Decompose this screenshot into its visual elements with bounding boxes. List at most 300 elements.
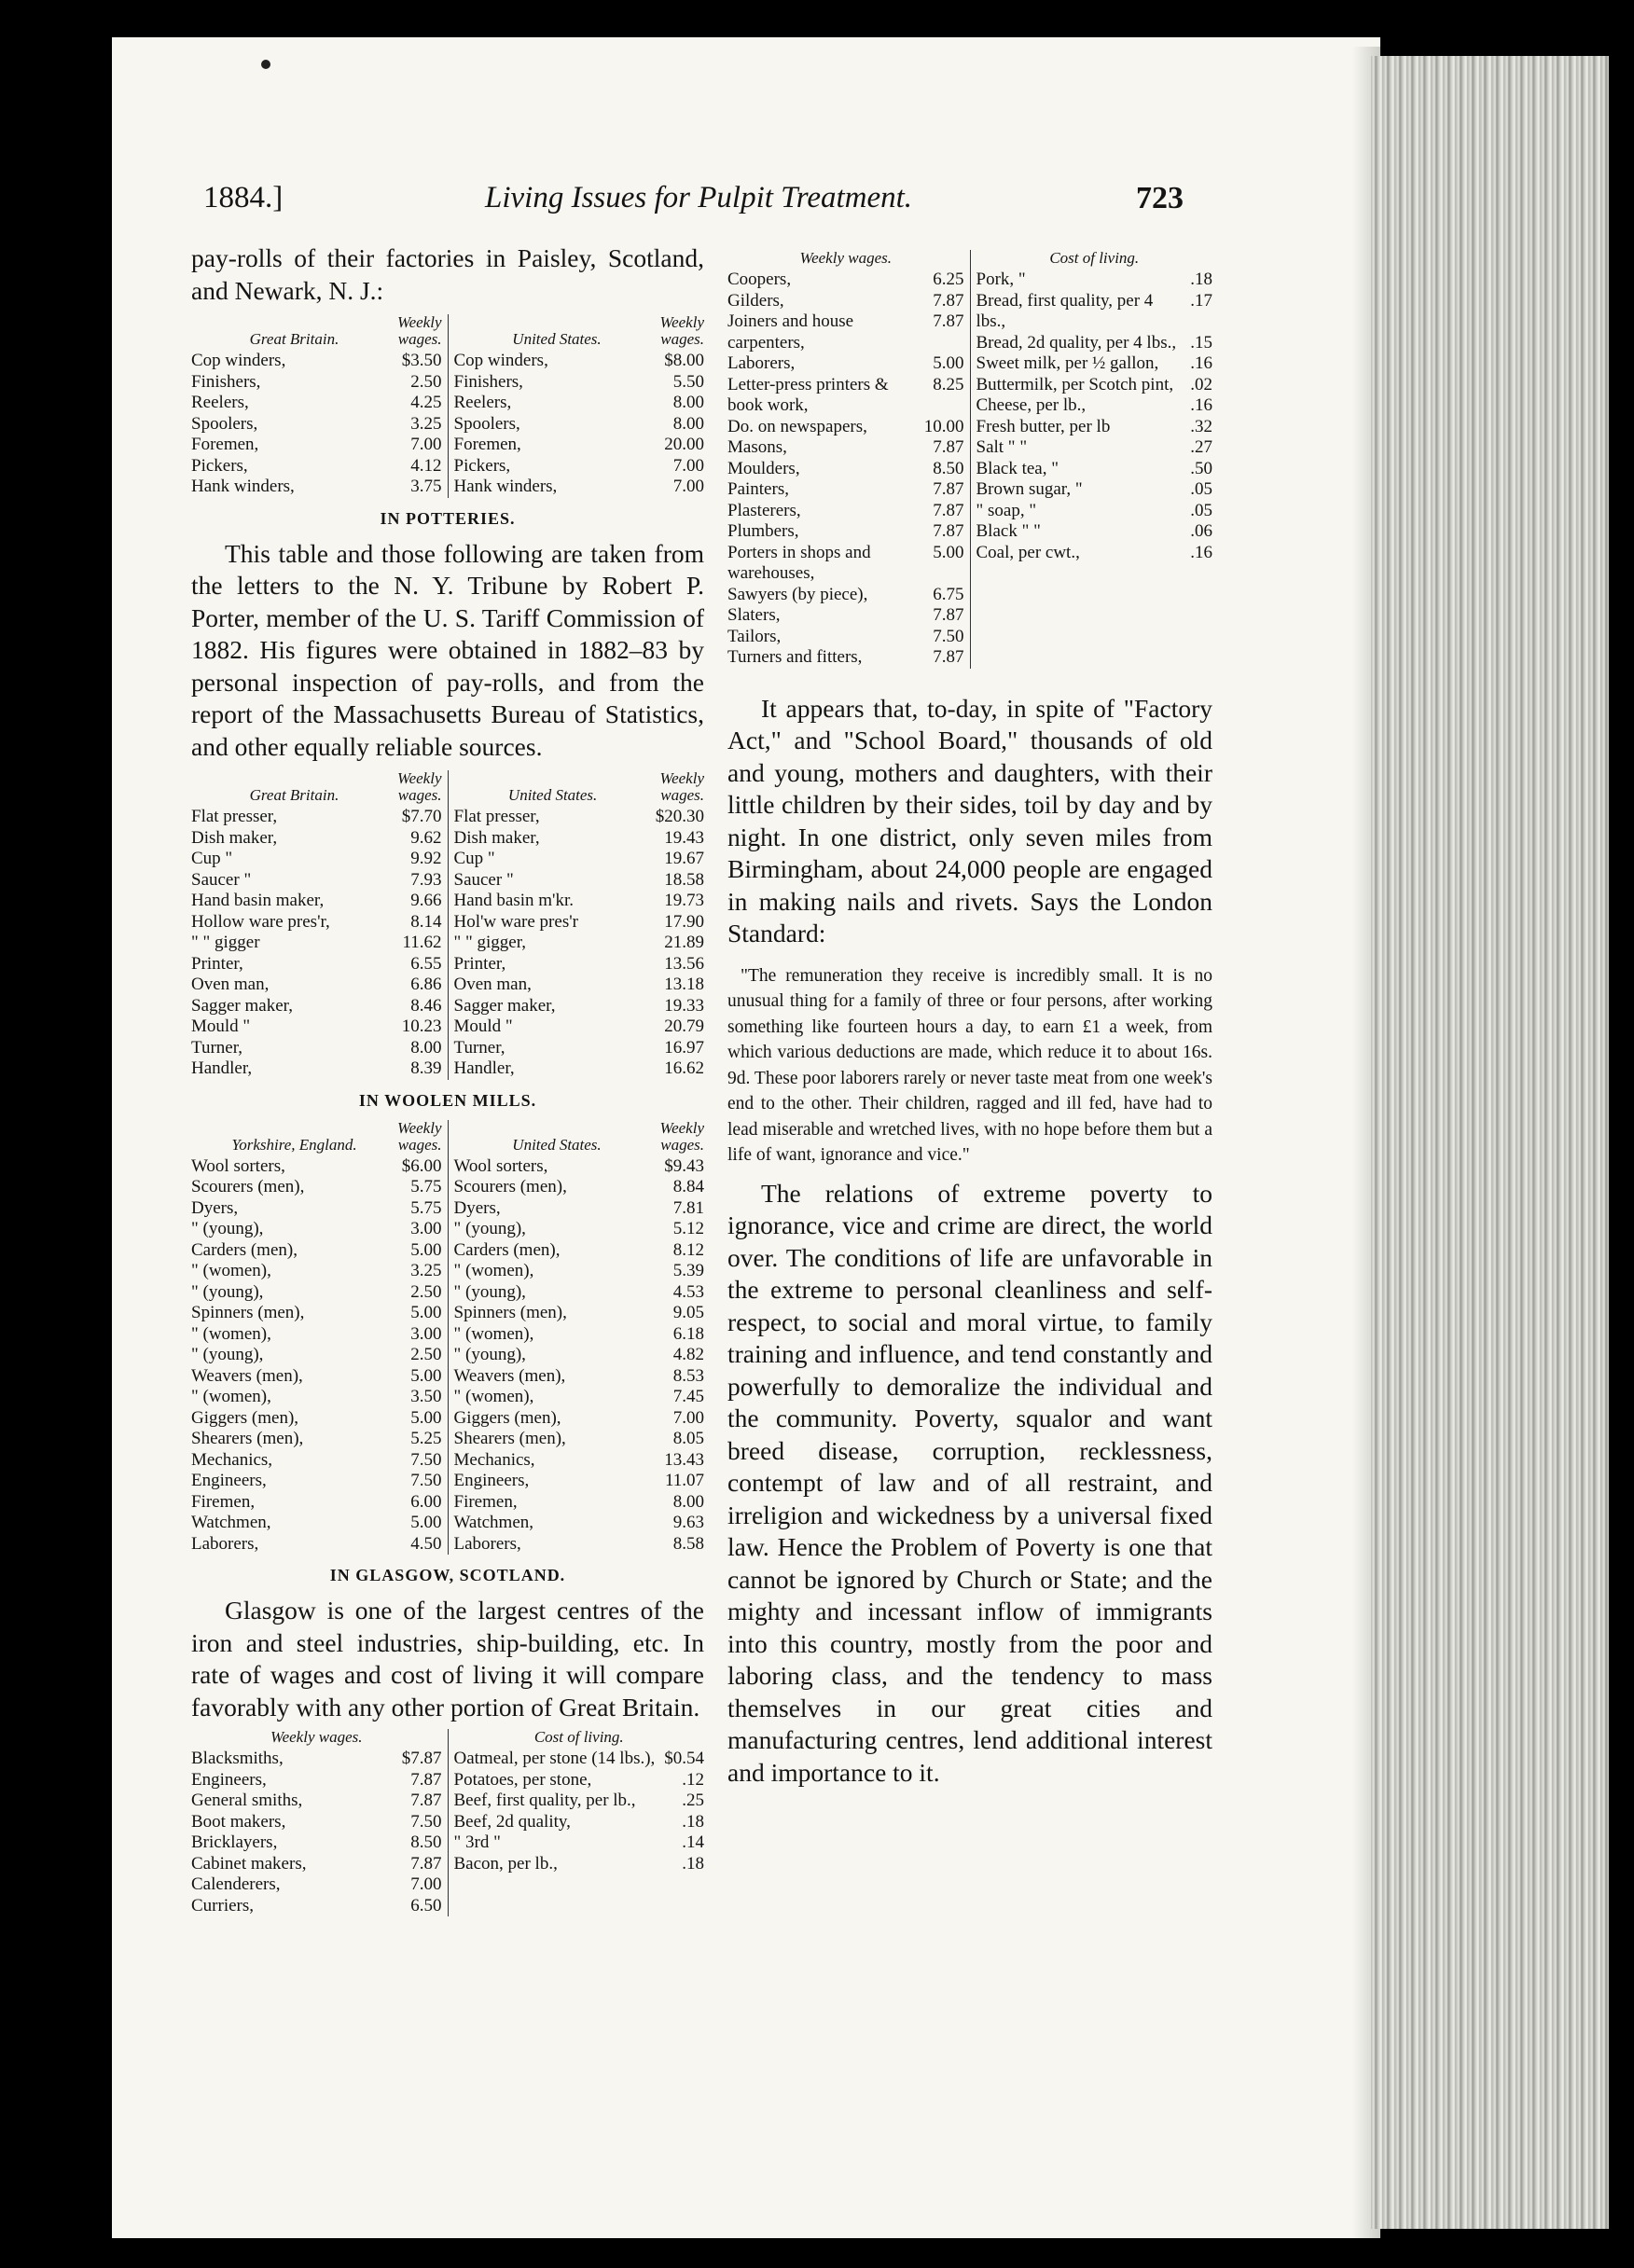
woolen-us-table (454, 1120, 705, 1556)
table-row (191, 849, 442, 870)
row-value: $8.00 (664, 351, 704, 370)
row-value: .16 (1190, 542, 1212, 562)
table-row (191, 1874, 442, 1896)
row-value: $9.43 (664, 1155, 704, 1176)
row-label: " " gigger, (453, 933, 527, 952)
row-label: Oven man, (191, 975, 270, 994)
table-row (191, 1770, 442, 1791)
row-label: Weavers (men), (453, 1365, 566, 1386)
table-row (454, 1345, 705, 1366)
row-value: 11.07 (664, 1471, 704, 1490)
row-label: Mechanics, (191, 1449, 273, 1470)
row-value: 8.58 (672, 1533, 704, 1554)
row-value: 6.86 (410, 975, 442, 994)
row-value: 8.39 (410, 1058, 442, 1078)
row-value: 20.79 (664, 1016, 704, 1036)
row-value: $6.00 (401, 1155, 442, 1176)
row-label: Watchmen, (453, 1513, 534, 1532)
row-label: Do. on newspapers, (727, 416, 867, 436)
table-row (454, 807, 705, 828)
table-row (454, 1387, 705, 1408)
table-row (191, 1791, 442, 1812)
row-value: 18.58 (664, 869, 704, 890)
table-row (976, 501, 1213, 522)
row-value: .25 (682, 1791, 704, 1810)
row-value: 7.50 (410, 1471, 442, 1490)
row-value: .06 (1190, 521, 1212, 541)
row-value: 7.87 (933, 500, 964, 520)
row-value: 8.50 (933, 458, 964, 478)
table-row (976, 270, 1213, 291)
row-value: 8.12 (672, 1239, 704, 1260)
table-row (454, 1749, 705, 1770)
row-value: .18 (682, 1811, 704, 1832)
row-value: .27 (1190, 437, 1212, 457)
row-label: Hand basin m'kr. (453, 891, 574, 910)
col-head: Weekly wages. (396, 313, 442, 348)
row-label: " (young), (453, 1219, 526, 1238)
row-value: 5.00 (410, 1239, 442, 1260)
row-label: Watchmen, (191, 1513, 271, 1532)
row-value: 9.92 (410, 849, 442, 868)
row-value: 7.00 (672, 477, 704, 496)
row-label: Black tea, " (976, 458, 1059, 478)
thread-wage-table (191, 314, 704, 498)
row-label: Bricklayers, (191, 1832, 278, 1852)
table-row (727, 311, 964, 353)
row-value: 7.93 (410, 869, 442, 890)
row-value: 13.43 (664, 1449, 704, 1470)
col-head: Weekly wages. (659, 1118, 704, 1154)
page-number: 723 (1136, 181, 1184, 215)
right-column (727, 250, 1212, 1789)
table-row (191, 1429, 442, 1450)
row-label: Tailors, (727, 626, 782, 646)
row-label: Sagger maker, (191, 995, 293, 1016)
row-label: Hand basin maker, (191, 891, 325, 910)
row-value: 5.39 (672, 1261, 704, 1280)
glasgow-cont-wages-table (727, 250, 964, 669)
row-label: Sawyers (by piece), (727, 584, 868, 604)
row-label: Bread, first quality, per 4 lbs., (976, 290, 1154, 331)
row-label: Joiners and house carpenters, (727, 311, 854, 353)
table-row (727, 501, 964, 522)
table-row (454, 975, 705, 996)
row-value: 7.00 (672, 1407, 704, 1428)
row-value: 6.75 (933, 584, 964, 604)
table-row (191, 1282, 442, 1304)
row-value: 2.50 (410, 1345, 442, 1364)
col-head: Weekly wages. (270, 1728, 363, 1746)
row-value: .05 (1190, 479, 1212, 499)
table-row (976, 459, 1213, 480)
row-value: $3.50 (401, 351, 442, 370)
table-row (191, 1408, 442, 1430)
row-value: 7.87 (933, 311, 964, 331)
row-value: 4.50 (410, 1533, 442, 1554)
row-value: 5.00 (410, 1407, 442, 1428)
row-label: Finishers, (191, 371, 261, 392)
row-value: .16 (1190, 353, 1212, 373)
row-label: " (young), (191, 1345, 264, 1364)
row-label: Dyers, (453, 1197, 501, 1218)
row-label: Oatmeal, per stone (14 lbs.), (453, 1749, 656, 1768)
row-label: Mechanics, (453, 1449, 535, 1470)
row-value: .50 (1190, 458, 1212, 478)
row-label: Shearers (men), (453, 1429, 566, 1448)
col-head: Weekly wages. (659, 769, 704, 804)
table-row (191, 456, 442, 477)
row-label: Fresh butter, per lb (976, 416, 1111, 436)
table-row (727, 375, 964, 417)
row-value: 6.00 (410, 1491, 442, 1512)
row-value: 7.87 (933, 290, 964, 311)
row-label: Printer, (453, 953, 506, 974)
row-value: 8.05 (672, 1429, 704, 1448)
table-row (454, 1219, 705, 1240)
table-row (727, 585, 964, 606)
table-row (191, 372, 442, 394)
row-label: Slaters, (727, 605, 781, 625)
row-label: Boot makers, (191, 1811, 286, 1832)
table-row (191, 414, 442, 436)
row-label: " (young), (453, 1345, 526, 1364)
col-head: Weekly wages. (659, 313, 704, 348)
row-label: Beef, 2d quality, (453, 1811, 571, 1832)
row-value: .05 (1190, 500, 1212, 520)
table-row (191, 891, 442, 912)
row-label: Masons, (727, 437, 787, 457)
table-row (191, 1513, 442, 1534)
table-row (454, 1303, 705, 1324)
row-label: " (young), (453, 1281, 526, 1302)
row-label: Dish maker, (453, 827, 540, 848)
row-label: Pickers, (453, 455, 511, 476)
row-value: 19.33 (664, 995, 704, 1016)
thread-us-table (454, 314, 705, 498)
table-row (454, 1324, 705, 1346)
table-row (976, 395, 1213, 417)
row-label: Giggers (men), (191, 1407, 299, 1428)
row-value: 2.50 (410, 371, 442, 392)
table-row (976, 333, 1213, 354)
col-head: Weekly wages. (396, 769, 442, 804)
glasgow-cont-living-table (976, 250, 1213, 563)
table-row (454, 393, 705, 414)
row-label: Engineers, (191, 1769, 267, 1790)
table-row (191, 870, 442, 892)
table-row (454, 435, 705, 456)
row-label: Letter-press printers & book work, (727, 374, 889, 415)
row-label: Curriers, (191, 1895, 255, 1915)
row-label: Giggers (men), (453, 1407, 561, 1428)
table-row (191, 1896, 442, 1917)
table-row (454, 912, 705, 933)
row-value: .15 (1190, 332, 1212, 353)
row-value: 9.05 (672, 1303, 704, 1322)
potteries-gb-table (191, 770, 442, 1080)
row-label: Bread, 2d quality, per 4 lbs., (976, 332, 1177, 353)
table-row (727, 647, 964, 669)
thread-gb-table (191, 314, 442, 498)
table-row (454, 828, 705, 850)
table-row (191, 435, 442, 456)
row-value: 3.25 (410, 413, 442, 434)
row-value: 8.00 (672, 1491, 704, 1512)
row-label: Sagger maker, (453, 995, 556, 1016)
table-row (454, 1513, 705, 1534)
row-value: $7.70 (401, 807, 442, 826)
row-label: Bacon, per lb., (453, 1853, 558, 1874)
table-row (191, 1534, 442, 1556)
table-row (454, 933, 705, 954)
table-row (191, 807, 442, 828)
section-heading-woolen: IN WOOLEN MILLS. (358, 1090, 537, 1110)
row-value: 19.67 (664, 849, 704, 868)
row-label: Sweet milk, per ½ gallon, (976, 353, 1159, 373)
table-row (191, 912, 442, 933)
row-value: 13.18 (664, 975, 704, 994)
table-row (191, 1345, 442, 1366)
row-value: 5.12 (672, 1219, 704, 1238)
row-value: 5.00 (933, 353, 964, 373)
row-value: 5.00 (933, 542, 964, 562)
row-label: Brown sugar, " (976, 479, 1083, 499)
table-row (191, 1303, 442, 1324)
row-value: 7.87 (933, 437, 964, 457)
row-value: 5.75 (410, 1197, 442, 1218)
potteries-paragraph: This table and those following are taken from the letters to the N. Y. Tribune by Robert P. Porter, member of the U. S. Tariff Commission of 1882. His figures were obtained in 1882–83 by personal inspection of pay-rolls, and from the report of the Massachusetts Bureau of Statistics, and other equally reliable sources. (191, 538, 704, 761)
row-value: 7.00 (672, 455, 704, 476)
woolen-wage-table (191, 1120, 704, 1556)
row-label: Painters, (727, 479, 789, 499)
col-head: Weekly wages. (799, 249, 892, 267)
row-label: Reelers, (453, 393, 512, 412)
row-label: Hol'w ware pres'r (453, 911, 578, 932)
row-label: Carders (men), (453, 1239, 561, 1260)
row-label: Porters in shops and warehouses, (727, 542, 871, 583)
row-label: Spoolers, (453, 413, 520, 434)
row-label: Cup " (453, 849, 495, 868)
row-label: " (women), (191, 1387, 271, 1406)
factory-paragraph: It appears that, to-day, in spite of "Factory Act," and "School Board," thousands of old and young, mothers and daughters, with their little children by their sides, toil by day and by night. In one district, only seven miles from Birmingham, about 24,000 people are engaged in making nails and rivets. Says the London Standard: (727, 693, 1212, 947)
row-value: 6.55 (410, 953, 442, 974)
table-row (191, 393, 442, 414)
row-label: Laborers, (727, 353, 796, 373)
potteries-wage-table (191, 770, 704, 1080)
row-label: Moulders, (727, 458, 800, 478)
row-value: 10.00 (923, 416, 964, 436)
row-value: 7.00 (410, 435, 442, 454)
row-value: 7.87 (933, 647, 964, 667)
row-value: 7.50 (410, 1449, 442, 1470)
row-label: Scourers (men), (453, 1177, 567, 1196)
table-row (454, 891, 705, 912)
table-row (454, 996, 705, 1017)
table-row (454, 1177, 705, 1198)
row-label: Firemen, (191, 1491, 256, 1512)
poverty-paragraph: The relations of extreme poverty to ignorance, vice and crime are direct, the world over. The conditions of life are unfavorable in the extreme to personal cleanliness and self-respect, to social and moral virtue, to family training and influence, and tend constantly and powerfully to demoralize the individual and the community. Poverty, squalor and want breed disease, corruption, recklessness, contempt of law and of all restraint, and irreligion and wickedness by a universal fixed law. Hence the Problem of Poverty is one that cannot be ignored by Church or State; and the mighty and incessant inflow of immigrants into this country, mostly from the poor and laboring class, and the tendency to mass themselves in our great cities and manufacturing centres, lend additional interest and importance to it. (727, 1178, 1212, 1787)
row-label: Mould " (191, 1016, 251, 1036)
row-label: Dish maker, (191, 827, 278, 848)
table-row (454, 849, 705, 870)
table-row (454, 1198, 705, 1220)
row-value: 8.50 (410, 1832, 442, 1852)
table-row (191, 933, 442, 954)
row-label: Weavers (men), (191, 1365, 303, 1386)
row-label: Beef, first quality, per lb., (453, 1791, 636, 1810)
row-value: 13.56 (664, 953, 704, 974)
row-label: Buttermilk, per Scotch pint, (976, 374, 1174, 394)
potteries-us-table (454, 770, 705, 1080)
row-value: 7.87 (410, 1791, 442, 1810)
table-row (976, 543, 1213, 564)
row-label: Engineers, (453, 1471, 530, 1490)
table-row (976, 353, 1213, 375)
row-value: 7.50 (933, 626, 964, 646)
row-label: Pork, " (976, 270, 1026, 289)
row-label: Dyers, (191, 1197, 239, 1218)
row-value: 7.45 (672, 1387, 704, 1406)
row-value: 8.00 (672, 413, 704, 434)
table-row (727, 270, 964, 291)
row-value: 20.00 (664, 435, 704, 454)
row-value: 3.75 (410, 477, 442, 496)
row-label: Printer, (191, 953, 243, 974)
page-edges (1371, 56, 1609, 2229)
row-label: Hollow ware pres'r, (191, 911, 330, 932)
table-row (727, 353, 964, 375)
row-value: 5.25 (410, 1429, 442, 1448)
row-label: Turner, (191, 1037, 243, 1058)
row-label: Turners and fitters, (727, 647, 863, 667)
row-value: .02 (1190, 374, 1212, 394)
table-row (454, 1058, 705, 1080)
table-row (727, 605, 964, 627)
row-label: Laborers, (191, 1533, 259, 1554)
row-value: 7.87 (933, 521, 964, 541)
row-label: " soap, " (976, 500, 1037, 520)
row-label: Scourers (men), (191, 1177, 305, 1196)
table-row (727, 459, 964, 480)
row-value: 6.50 (410, 1895, 442, 1915)
row-value: 5.00 (410, 1303, 442, 1322)
row-label: " (women), (191, 1323, 271, 1344)
row-value: .12 (682, 1769, 704, 1790)
row-label: Coal, per cwt., (976, 542, 1080, 562)
row-label: " 3rd " (453, 1832, 501, 1852)
row-value: .18 (1190, 270, 1212, 289)
table-row (976, 479, 1213, 501)
row-value: 9.62 (410, 827, 442, 848)
row-label: Wool sorters, (453, 1155, 548, 1176)
row-label: Mould " (453, 1016, 513, 1036)
table-row (191, 1240, 442, 1262)
row-label: Cabinet makers, (191, 1853, 307, 1874)
table-row (191, 1812, 442, 1833)
row-label: Foremen, (453, 435, 521, 454)
intro-paragraph: pay-rolls of their factories in Paisley, Scotland, and Newark, N. J.: (191, 243, 704, 305)
table-row (454, 1240, 705, 1262)
row-label: Salt " " (976, 437, 1028, 457)
row-label: General smiths, (191, 1791, 303, 1810)
table-row (191, 1450, 442, 1472)
table-row (976, 521, 1213, 543)
section-heading-glasgow: IN GLASGOW, SCOTLAND. (329, 1566, 566, 1584)
table-row (454, 1156, 705, 1178)
row-label: Potatoes, per stone, (453, 1769, 592, 1790)
table-row (454, 1770, 705, 1791)
row-label: Laborers, (453, 1533, 521, 1554)
row-value: 3.00 (410, 1219, 442, 1238)
col-head: Cost of living. (1049, 249, 1140, 267)
quotation: "The remuneration they receive is incredibly small. It is no unusual thing for a family of three or four persons, after working something like fourteen hours a day, to earn £1 a week, from which various deductions are made, which reduce it to about 16s. 9d. These poor laborers rarely or never taste meat from one week's end to the other. Their children, ragged and ill fed, have had to lead miserable and wretched lives, with no hope before them but a life of want, ignorance and vice." (727, 965, 1212, 1165)
row-value: 7.87 (410, 1769, 442, 1790)
row-value: .16 (1190, 395, 1212, 415)
row-value: 17.90 (664, 911, 704, 932)
table-row (454, 1038, 705, 1059)
row-value: 7.87 (933, 605, 964, 625)
row-value: 5.50 (672, 371, 704, 392)
row-value: 21.89 (664, 933, 704, 952)
row-value: 8.46 (410, 995, 442, 1016)
running-head-year: 1884.] (203, 181, 284, 214)
table-row (191, 1058, 442, 1080)
row-label: Plasterers, (727, 500, 801, 520)
table-row (976, 291, 1213, 333)
table-row (191, 1471, 442, 1492)
col-head: Great Britain. (249, 330, 339, 348)
table-row (191, 1366, 442, 1388)
col-head: Yorkshire, England. (231, 1135, 357, 1154)
table-row (191, 1492, 442, 1514)
table-row (191, 1387, 442, 1408)
table-row (454, 1016, 705, 1038)
col-head: Cost of living. (533, 1728, 624, 1746)
row-label: Plumbers, (727, 521, 799, 541)
table-row (191, 1016, 442, 1038)
table-row (191, 975, 442, 996)
row-value: 16.62 (664, 1058, 704, 1078)
row-value: 4.53 (672, 1281, 704, 1302)
glasgow-table (191, 1729, 704, 1916)
row-label: Saucer " (453, 869, 514, 890)
row-value: $20.30 (655, 807, 704, 826)
row-value: 8.00 (672, 393, 704, 412)
row-label: Hank winders, (453, 477, 558, 496)
row-label: Firemen, (453, 1491, 518, 1512)
table-row (976, 437, 1213, 459)
row-label: Calenderers, (191, 1874, 281, 1894)
row-value: 8.00 (410, 1037, 442, 1058)
row-value: 3.50 (410, 1387, 442, 1406)
row-label: Gilders, (727, 290, 784, 311)
row-value: 11.62 (402, 933, 442, 952)
table-row (976, 375, 1213, 396)
table-row (191, 1832, 442, 1854)
running-head-title: Living Issues for Pulpit Treatment. (485, 181, 913, 214)
table-row (454, 1492, 705, 1514)
table-row (191, 828, 442, 850)
table-row (727, 627, 964, 648)
row-value: 4.82 (672, 1345, 704, 1364)
row-value: 5.75 (410, 1177, 442, 1196)
row-label: Handler, (191, 1058, 253, 1078)
speck-mark (261, 60, 270, 69)
table-row (454, 414, 705, 436)
table-row (454, 1429, 705, 1450)
row-label: Spinners (men), (453, 1303, 567, 1322)
